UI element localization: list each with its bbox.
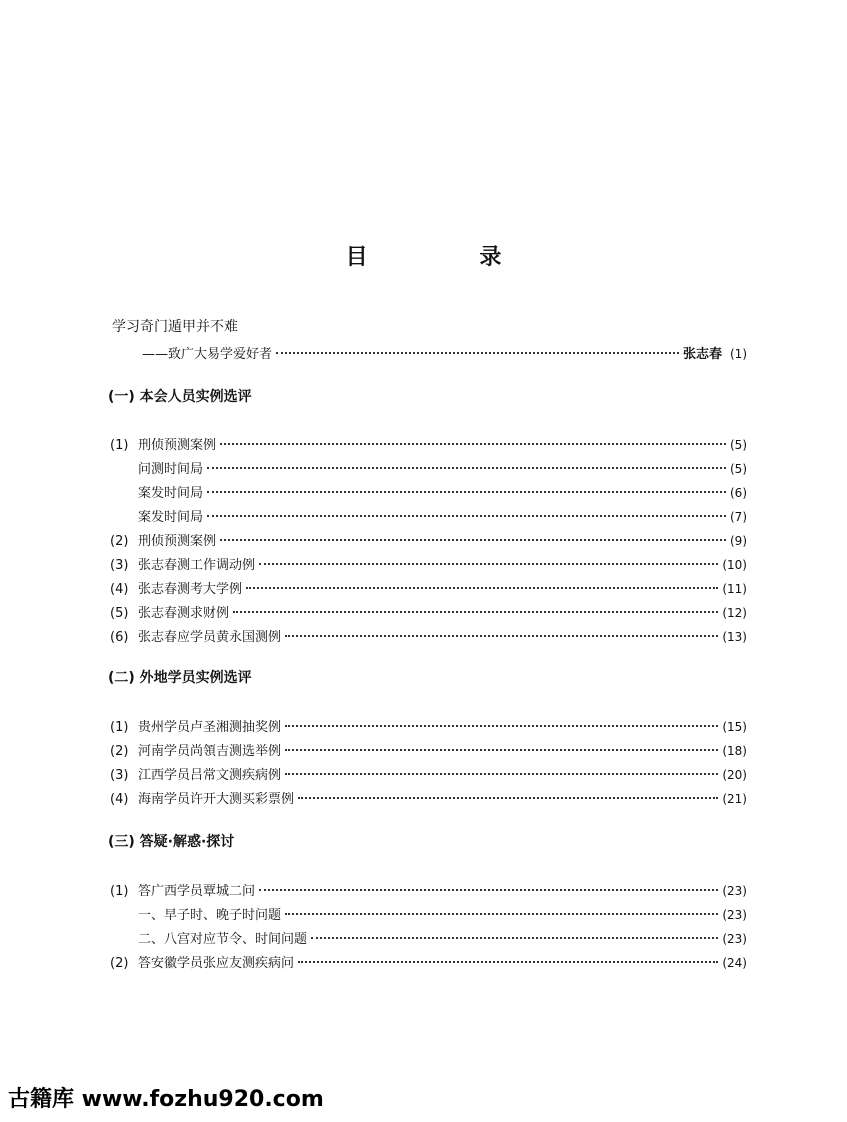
section-heading: (一) 本会人员实例选评 [108, 389, 252, 405]
entry-title: 案发时间局 [138, 510, 204, 525]
toc-entry [110, 554, 747, 574]
entry-title: 刑侦预测案例 [138, 534, 217, 549]
toc-entry [110, 880, 747, 900]
page-title: 目 录 [345, 245, 554, 270]
entry-number: (2) [110, 744, 129, 759]
entry-title: 张志春测工作调动例 [138, 558, 256, 573]
entry-title: 张志春测求财例 [138, 606, 230, 621]
leader-dots [259, 889, 718, 891]
toc-entry [110, 788, 747, 808]
toc-entry [110, 482, 747, 502]
entry-number: (2) [110, 534, 129, 549]
leader-dots [285, 913, 718, 915]
entry-page: (13) [722, 630, 747, 644]
leader-dots [285, 725, 718, 727]
intro-subtitle: ——致广大易学爱好者 [142, 347, 273, 362]
toc-entry [110, 904, 747, 924]
toc-entry [110, 530, 747, 550]
entry-page: (7) [730, 510, 747, 524]
entry-number: (1) [110, 438, 129, 453]
entry-number: (3) [110, 558, 129, 573]
toc-entry [110, 952, 747, 972]
leader-dots [246, 587, 718, 589]
entry-title: 贵州学员卢圣湘测抽奖例 [138, 720, 282, 735]
toc-entry [110, 928, 747, 948]
entry-page: (23) [722, 908, 747, 922]
entry-page: (23) [722, 884, 747, 898]
leader-dots [298, 797, 718, 799]
entry-title: 二、八宫对应节令、时间问题 [138, 932, 308, 947]
entry-page: (15) [722, 720, 747, 734]
leader-dots [220, 539, 726, 541]
watermark-footer: 古籍库 www.fozhu920.com [8, 1087, 324, 1112]
entry-number: (3) [110, 768, 129, 783]
leader-dots [298, 961, 718, 963]
toc-entry [110, 764, 747, 784]
entry-page: (9) [730, 534, 747, 548]
intro-author: 张志春 [682, 347, 722, 362]
entry-page: (11) [722, 582, 747, 596]
entry-page: (24) [722, 956, 747, 970]
entry-title: 河南学员尚領吉测选举例 [138, 744, 282, 759]
entry-title: 刑侦预测案例 [138, 438, 217, 453]
entry-number: (5) [110, 606, 129, 621]
section-heading: (二) 外地学员实例选评 [108, 670, 252, 686]
entry-page: (5) [730, 438, 747, 452]
toc-entry [110, 602, 747, 622]
entry-number: (2) [110, 956, 129, 971]
leader-dots [220, 443, 726, 445]
leader-dots [285, 635, 718, 637]
entry-page: (5) [730, 462, 747, 476]
entry-title: 答安徽学员张应友测疾病问 [138, 956, 295, 971]
intro-page: (1) [730, 347, 747, 361]
leader-dots [233, 611, 718, 613]
toc-entry [110, 740, 747, 760]
entry-number: (1) [110, 720, 129, 735]
leader-dots [207, 515, 726, 517]
toc-entry [110, 434, 747, 454]
entry-number: (1) [110, 884, 129, 899]
toc-entry [110, 626, 747, 646]
intro-heading: 学习奇门遁甲并不难 [112, 319, 238, 335]
entry-page: (23) [722, 932, 747, 946]
entry-title: 案发时间局 [138, 486, 204, 501]
leader-dots [311, 937, 718, 939]
entry-title: 海南学员许开大测买彩票例 [138, 792, 295, 807]
entry-title: 问测时间局 [138, 462, 204, 477]
toc-entry [110, 458, 747, 478]
section-heading: (三) 答疑·解惑·探讨 [108, 834, 235, 850]
leader-dots [285, 749, 718, 751]
leader-dots [276, 352, 679, 354]
leader-dots [207, 491, 726, 493]
entry-number: (4) [110, 792, 129, 807]
entry-page: (21) [722, 792, 747, 806]
leader-dots [259, 563, 718, 565]
entry-title: 答广西学员覃城二问 [138, 884, 256, 899]
entry-page: (12) [722, 606, 747, 620]
entry-number: (4) [110, 582, 129, 597]
entry-page: (20) [722, 768, 747, 782]
entry-title: 江西学员吕常文测疾病例 [138, 768, 282, 783]
entry-number: (6) [110, 630, 129, 645]
entry-title: 张志春应学员黄永国测例 [138, 630, 282, 645]
entry-title: 张志春测考大学例 [138, 582, 243, 597]
toc-entry [110, 578, 747, 598]
entry-title: 一、早子时、晚子时问题 [138, 908, 282, 923]
entry-page: (18) [722, 744, 747, 758]
entry-page: (10) [722, 558, 747, 572]
entry-page: (6) [730, 486, 747, 500]
toc-entry [110, 716, 747, 736]
intro-entry [110, 343, 747, 363]
leader-dots [207, 467, 726, 469]
leader-dots [285, 773, 718, 775]
toc-entry [110, 506, 747, 526]
